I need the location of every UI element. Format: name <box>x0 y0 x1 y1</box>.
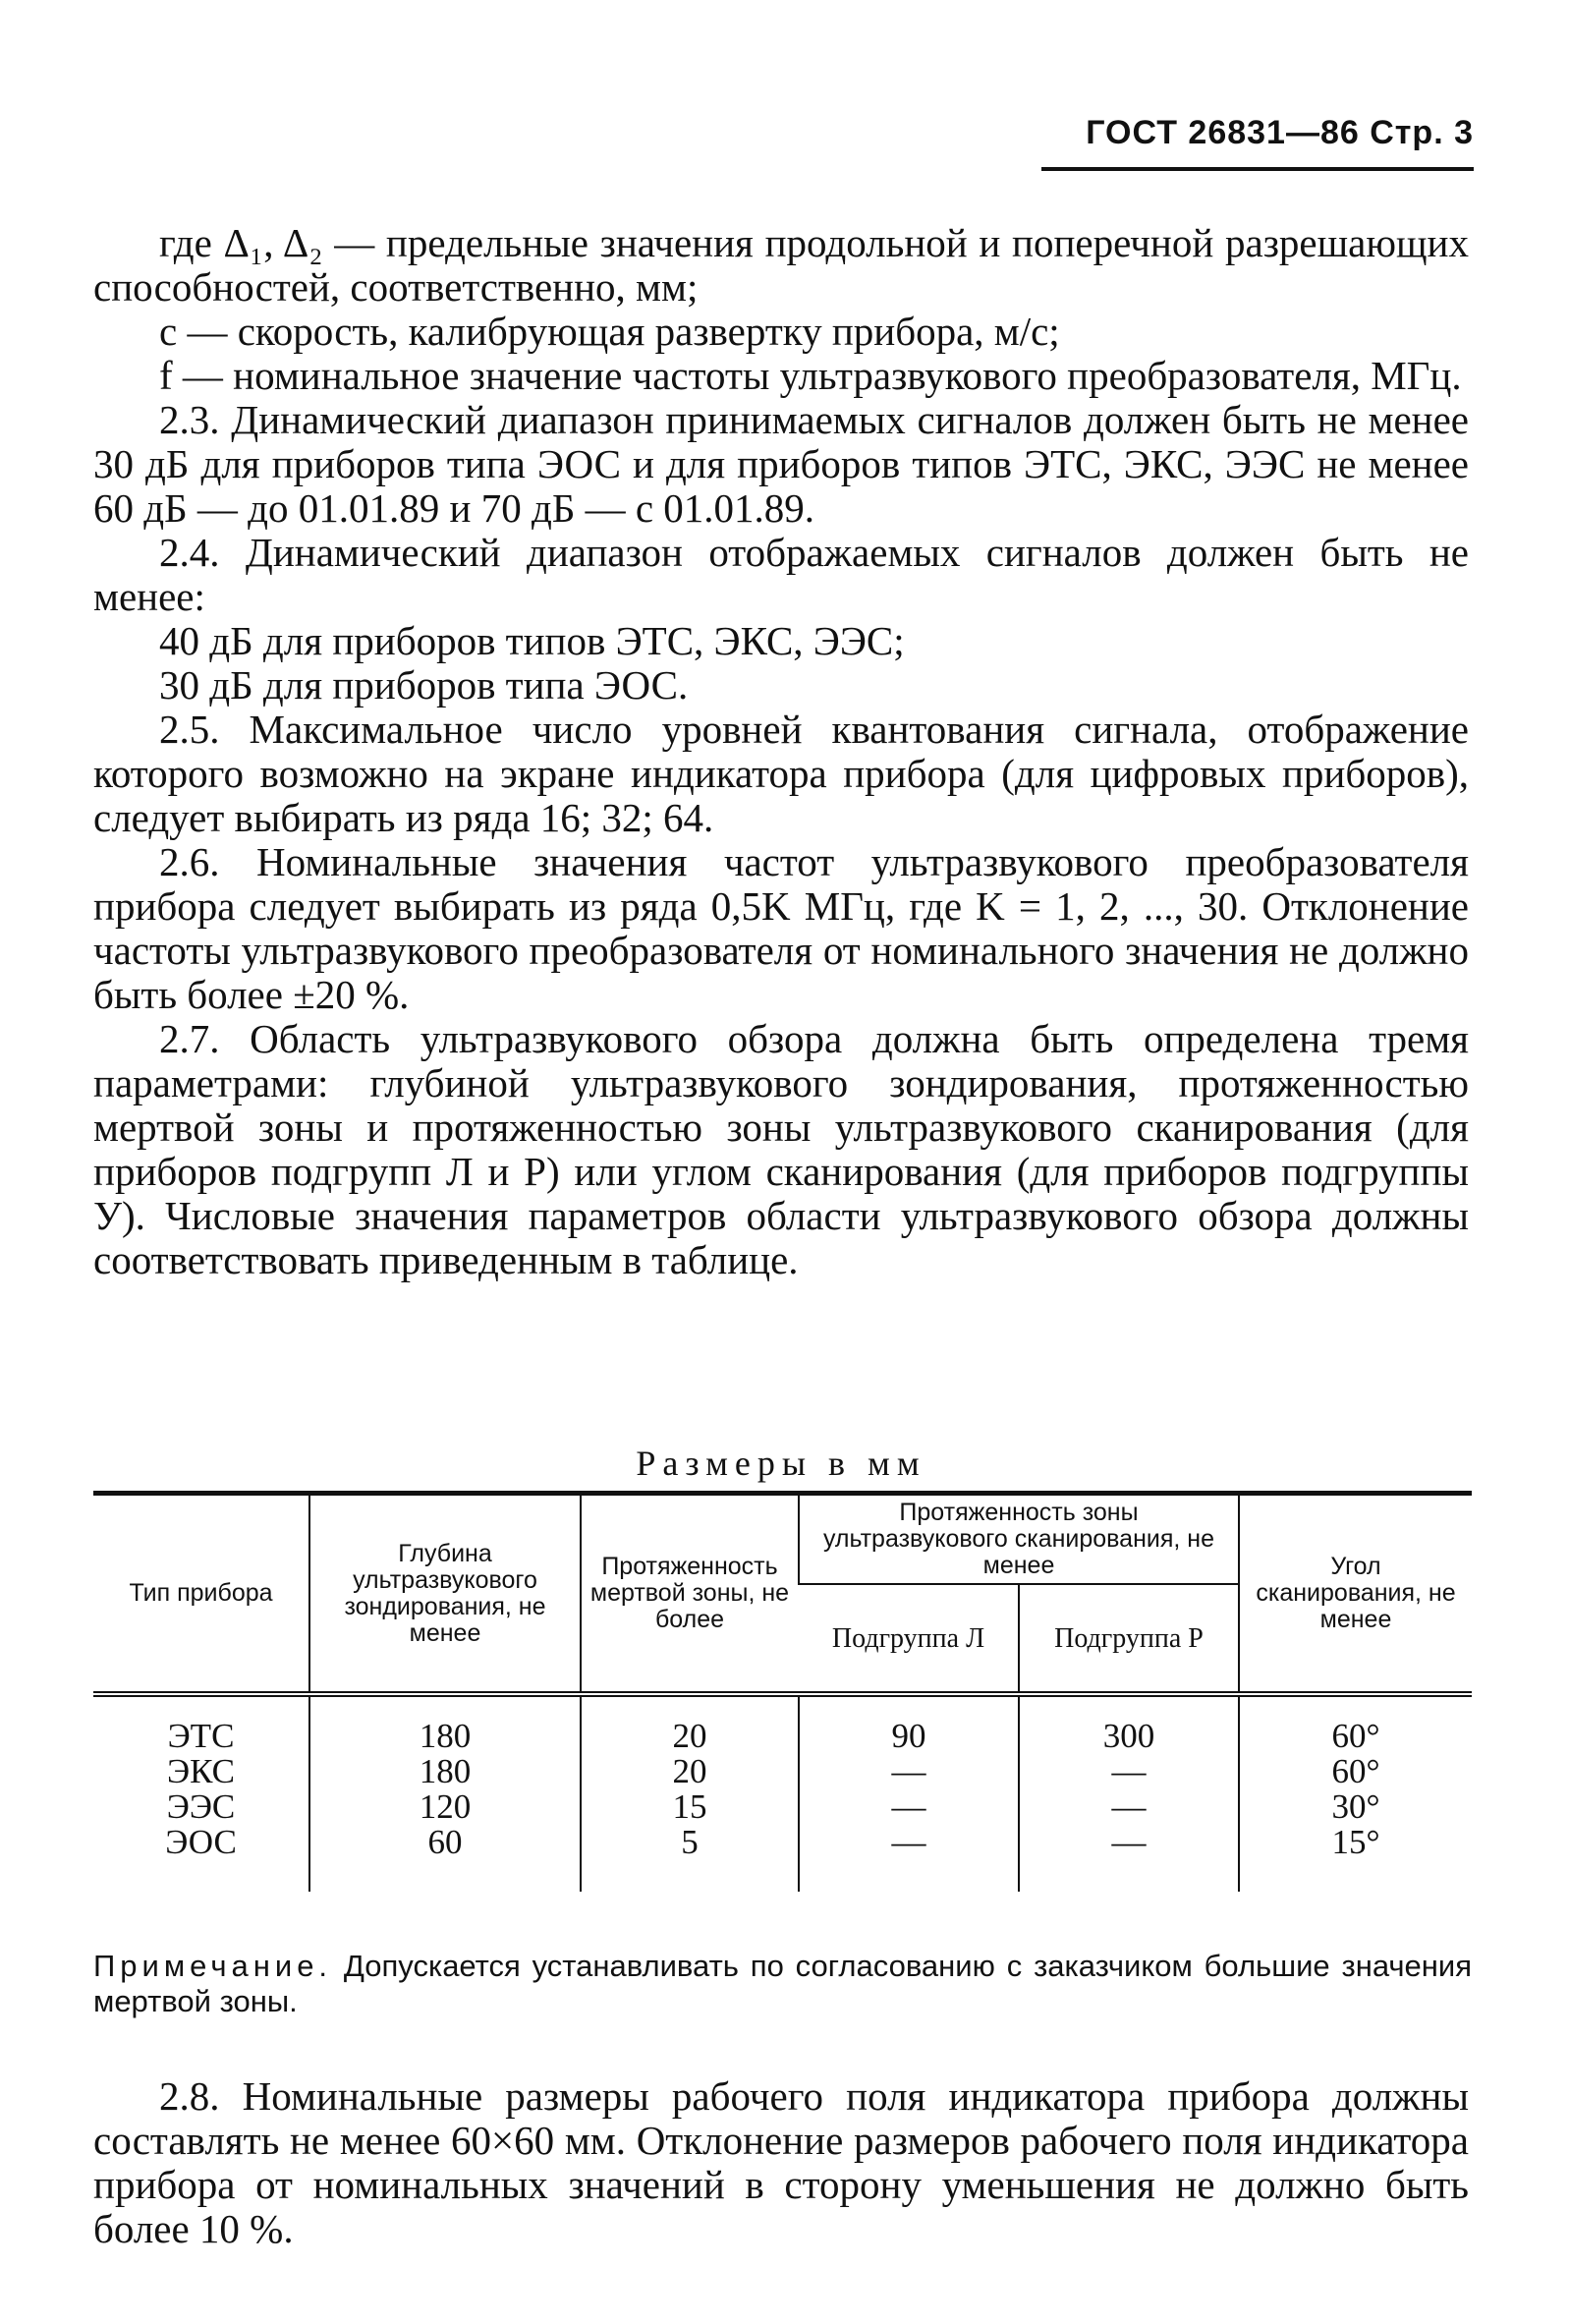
paragraph-definitions: где Δ₁, Δ₂ — предельные значения продольной и поперечной разрешающих способностей, соответственно, мм; <box>93 220 1469 310</box>
cell-angle: 30° <box>1239 1789 1472 1825</box>
cell-dead-zone: 20 <box>581 1694 799 1754</box>
paragraph-2-4-item-2: 30 дБ для приборов типа ЭОС. <box>159 662 689 708</box>
paragraph-2-3: 2.3. Динамический диапазон принимаемых сигналов должен быть не менее 30 дБ для приборов типа ЭОС и для приборов типов ЭТС, ЭКС, ЭЭС не менее 60 дБ — до 01.01.89 и 70 дБ — с 01.01.89. <box>93 397 1469 531</box>
header-subgroup-l: Подгруппа Л <box>799 1584 1019 1694</box>
paragraph-speed-definition: c — скорость, калибрующая развертку прибора, м/с; <box>159 309 1060 354</box>
cell-type: ЭЭС <box>166 1787 236 1826</box>
table-caption: Размеры в мм <box>636 1444 926 1483</box>
paragraph-2-4: 2.4. Динамический диапазон отображаемых сигналов должен быть не менее: <box>93 530 1469 619</box>
cell-depth: 180 <box>309 1694 581 1754</box>
cell-dead-zone: 20 <box>581 1754 799 1789</box>
table-row <box>93 1694 1472 1754</box>
cell-dead-zone: 5 <box>581 1825 799 1892</box>
parameters-table <box>93 1491 1472 1892</box>
note-text: Допускается устанавливать по согласованию с заказчиком большие значения мертвой зоны. <box>93 1949 1472 2018</box>
cell-type: ЭОС <box>165 1823 237 1861</box>
note-label: Примечание. <box>93 1949 333 1983</box>
header-scan-zone: Протяженность зоны ультразвукового сканирования, не менее <box>799 1494 1239 1585</box>
paragraph-2-4-item-1: 40 дБ для приборов типов ЭТС, ЭКС, ЭЭС; <box>159 618 905 663</box>
header-scan-angle: Угол сканирования, не менее <box>1239 1494 1472 1695</box>
cell-angle: 15° <box>1239 1825 1472 1892</box>
cell-subgroup-l: — <box>799 1754 1019 1789</box>
standard-page-label: ГОСТ 26831—86 Стр. 3 <box>1086 114 1474 151</box>
cell-depth: 180 <box>309 1754 581 1789</box>
cell-subgroup-r: — <box>1019 1754 1239 1789</box>
cell-dead-zone: 15 <box>581 1789 799 1825</box>
cell-depth: 60 <box>309 1825 581 1892</box>
table-row <box>93 1825 1472 1892</box>
paragraph-2-7: 2.7. Область ультразвукового обзора должна быть определена тремя параметрами: глубиной ультразвукового зондирования, протяженностью мертвой зоны и протяженностью зоны ультразвукового сканирования (для приборов подгрупп Л и Р) или углом сканирования (для приборов подгруппы У). Числовые значения параметров области ультразвукового обзора должны соответствовать приведенным в таблице. <box>93 1016 1469 1282</box>
cell-type: ЭТС <box>167 1717 235 1755</box>
paragraph-2-8-text: 2.8. Номинальные размеры рабочего поля индикатора прибора должны составлять не менее 60×60 мм. Отклонение размеров рабочего поля индикатора прибора от номинальных значений в сторону уменьшения не должно быть более 10 %. <box>93 2073 1469 2251</box>
header-rule <box>1041 167 1474 171</box>
cell-angle: 60° <box>1239 1754 1472 1789</box>
header-device-type: Тип прибора <box>93 1494 309 1695</box>
table-note <box>93 1949 1472 2019</box>
paragraph-2-5: 2.5. Максимальное число уровней квантования сигнала, отображение которого возможно на экране индикатора прибора (для цифровых приборов), следует выбирать из ряда 16; 32; 64. <box>93 707 1469 840</box>
header-dead-zone: Протяженность мертвой зоны, не более <box>581 1494 799 1695</box>
table-row <box>93 1789 1472 1825</box>
cell-subgroup-l: — <box>799 1825 1019 1892</box>
page-header <box>1041 108 1474 157</box>
paragraph-2-8 <box>93 2074 1469 2251</box>
header-subgroup-r: Подгруппа Р <box>1019 1584 1239 1694</box>
cell-type: ЭКС <box>167 1752 235 1790</box>
body-text <box>93 221 1469 1282</box>
paragraph-frequency-definition: f — номинальное значение частоты ультразвукового преобразователя, МГц. <box>159 353 1462 398</box>
header-sounding-depth: Глубина ультразвукового зондирования, не менее <box>309 1494 581 1695</box>
cell-subgroup-l: 90 <box>799 1694 1019 1754</box>
cell-subgroup-r: — <box>1019 1789 1239 1825</box>
table-row <box>93 1754 1472 1789</box>
cell-depth: 120 <box>309 1789 581 1825</box>
cell-subgroup-r: 300 <box>1019 1694 1239 1754</box>
cell-angle: 60° <box>1239 1694 1472 1754</box>
cell-subgroup-l: — <box>799 1789 1019 1825</box>
paragraph-2-6: 2.6. Номинальные значения частот ультразвукового преобразователя прибора следует выбирать из ряда 0,5K МГц, где K = 1, 2, ..., 30. Отклонение частоты ультразвукового преобразователя от номинального значения не должно быть более ±20 %. <box>93 839 1469 1017</box>
cell-subgroup-r: — <box>1019 1825 1239 1892</box>
